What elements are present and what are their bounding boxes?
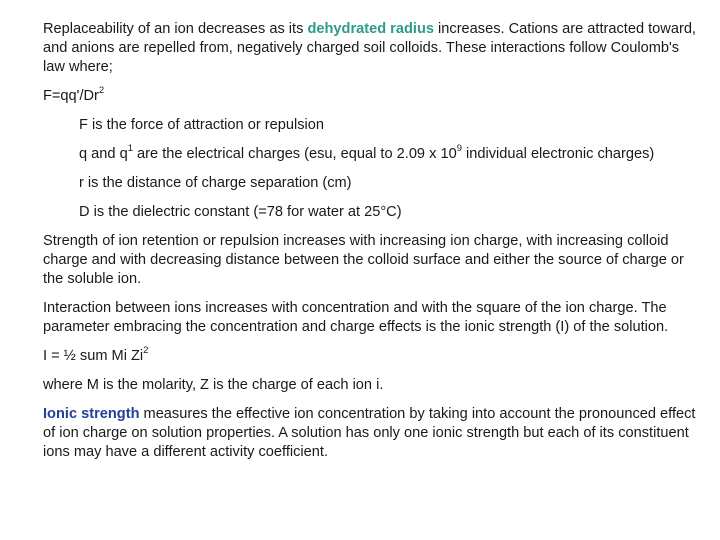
charges-superscript-prime: 1 — [127, 143, 133, 155]
coulomb-formula-exponent: 2 — [98, 85, 105, 97]
coulomb-law-formula — [43, 87, 703, 106]
charges-text-end: individual electronic charges) — [461, 146, 655, 162]
paragraph-interaction: Interaction between ions increases with concentration and with the square of the ion charge. The parameter embracing the concentration and charge effects is the ionic strength (I) of the solution. — [43, 300, 669, 335]
ionic-strength-formula — [43, 347, 703, 366]
definition-dielectric: D is the dielectric constant (=78 for water at 25°C) — [79, 204, 402, 220]
definition-charges — [43, 145, 703, 164]
paragraph-ionic-strength — [43, 405, 703, 462]
replaceability-text-start: Replaceability of an ion decreases as its — [43, 21, 308, 37]
paragraph-where: where M is the molarity, Z is the charge of each ion i. — [43, 377, 384, 393]
ionic-strength-text: measures the effective ion concentration by taking into account the pronounced effect of ion charge on solution properties. A solution has only one ionic strength but each of its constituent ions may have a different activity coefficient. — [43, 406, 696, 460]
replaceability-text-end: increases. Cations are attracted toward, and anions are repelled from, negatively charged soil colloids. These interactions follow Coulomb's law where; — [43, 21, 696, 75]
ionic-formula-exponent: 2 — [143, 345, 149, 357]
charges-superscript-exponent: 9 — [456, 143, 462, 155]
ionic-strength-term: Ionic strength — [43, 406, 140, 422]
paragraph-strength: Strength of ion retention or repulsion increases with increasing ion charge, with increasing colloid charge and with decreasing distance between the colloid surface and either the source of charge or the soluble ion. — [43, 233, 684, 287]
charges-text-start: q and q — [79, 146, 128, 162]
coulomb-formula-base: F=qq'/Dr — [43, 88, 99, 104]
ionic-formula-base: I = ½ sum Mi Zi — [43, 348, 144, 364]
definition-distance: r is the distance of charge separation (cm) — [79, 175, 352, 191]
paragraph-replaceability — [43, 20, 703, 77]
charges-text-middle: are the electrical charges (esu, equal to 2.09 x 10 — [133, 146, 457, 162]
document-body — [43, 20, 703, 472]
dehydrated-radius-term: dehydrated radius — [307, 21, 434, 37]
definition-force: F is the force of attraction or repulsion — [79, 117, 324, 133]
